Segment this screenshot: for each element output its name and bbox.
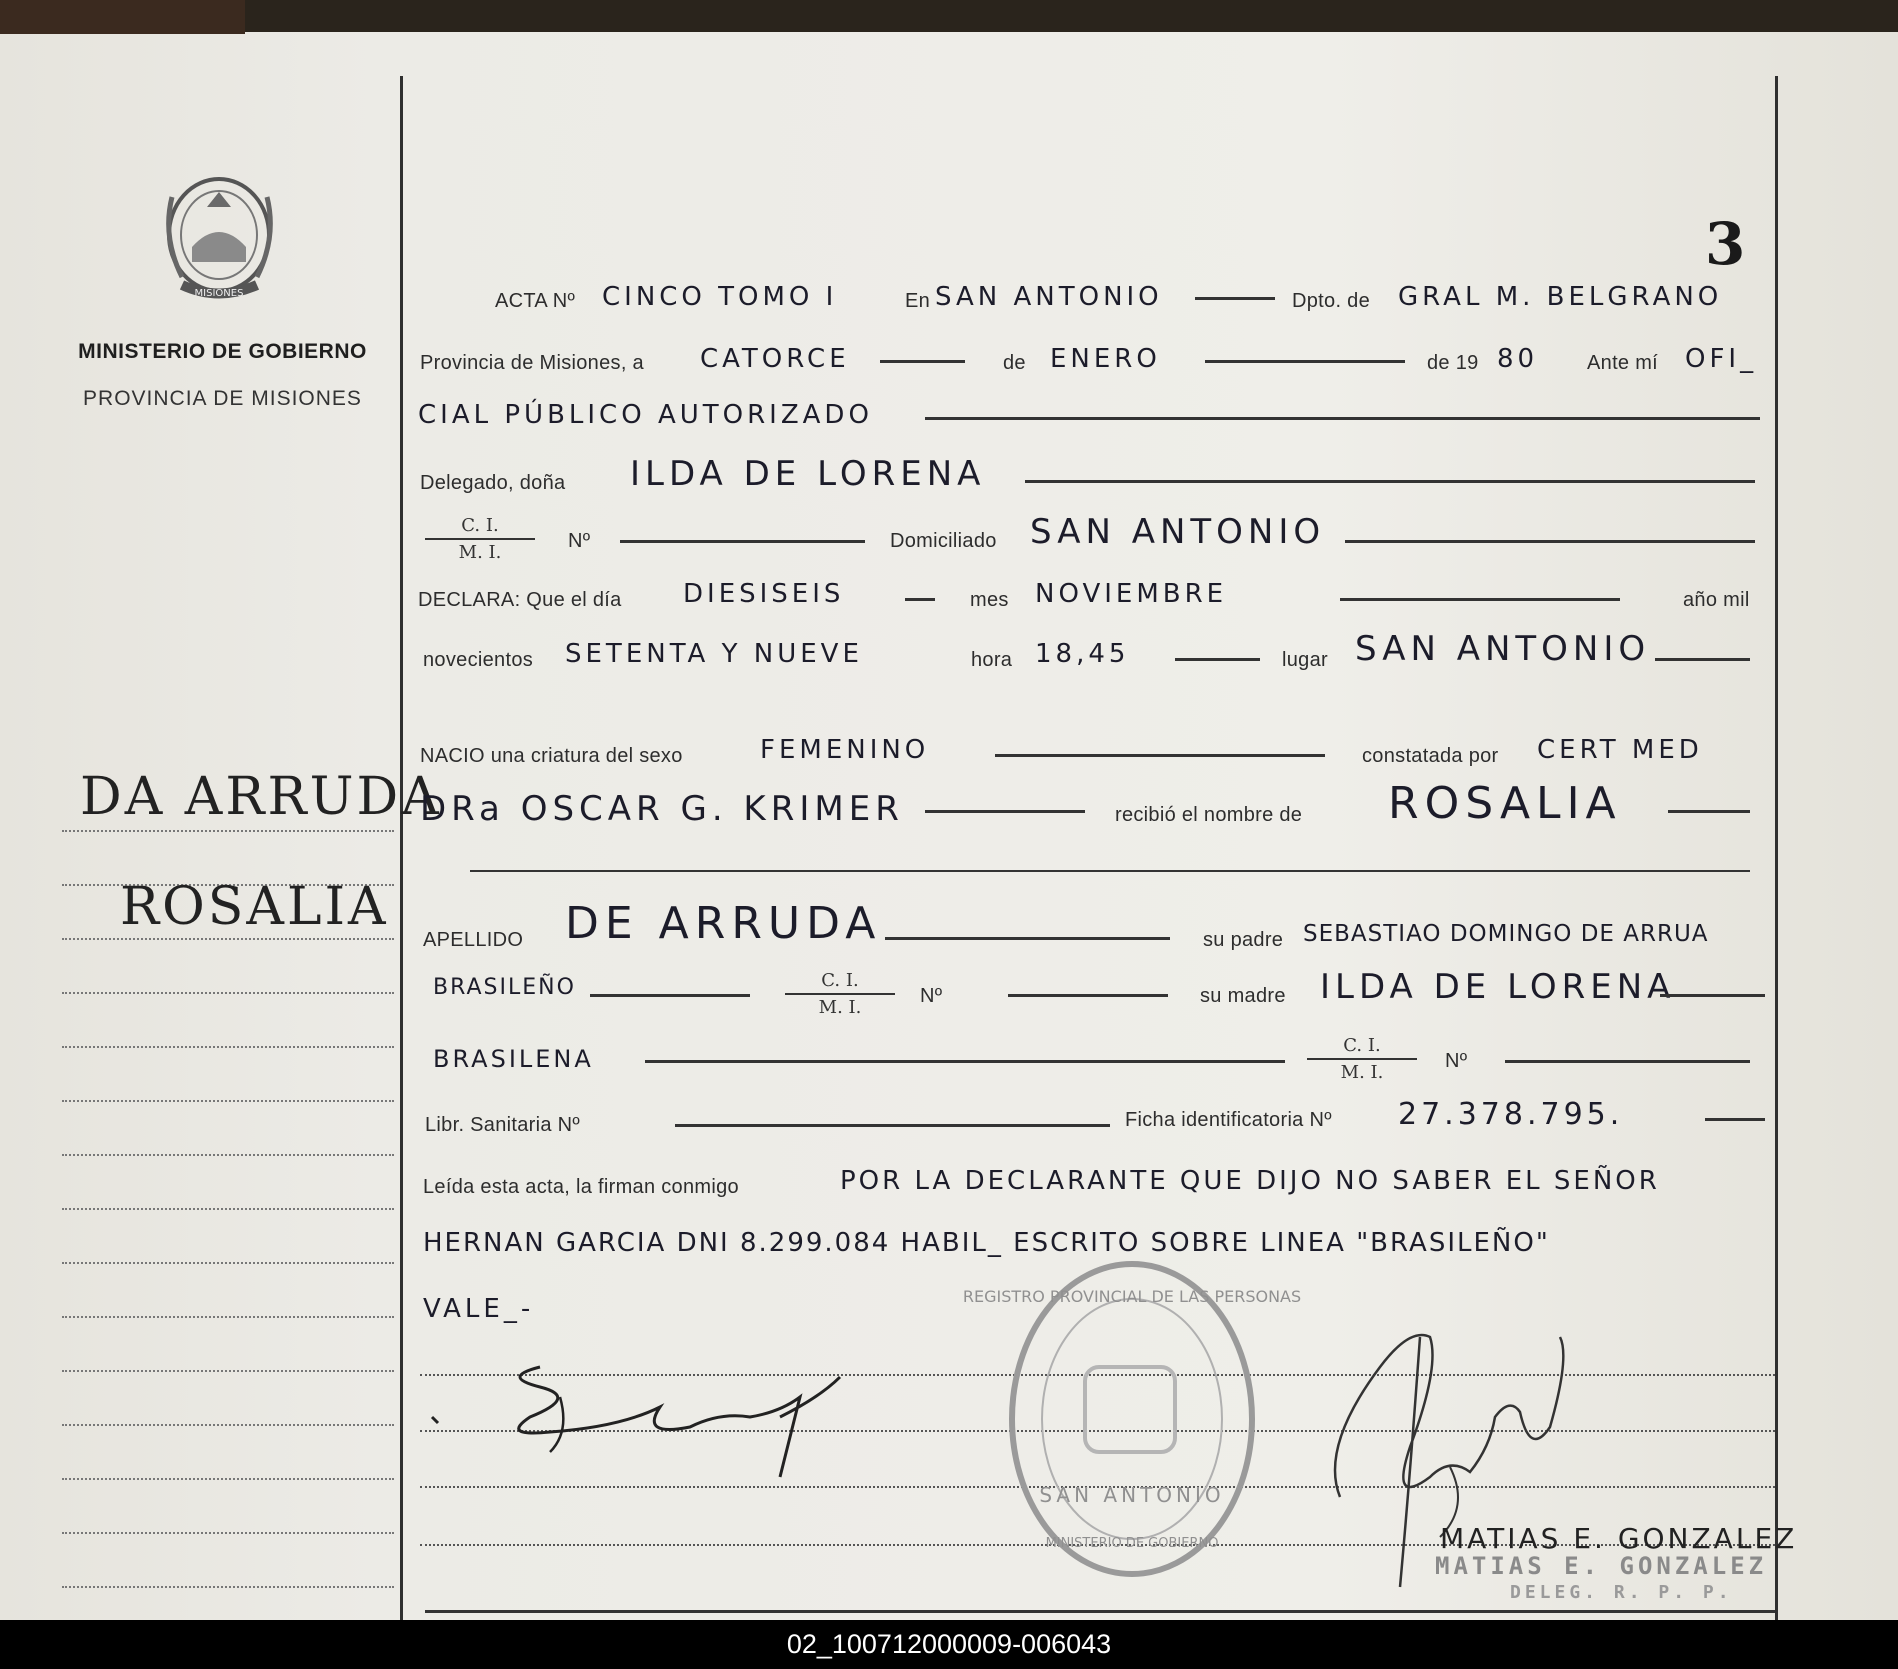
leida-value-2: HERNAN GARCIA DNI 8.299.084 HABIL_ ESCRITO SOBRE LINEA "BRASILEÑO" xyxy=(423,1228,1550,1258)
lugar-value: SAN ANTONIO xyxy=(1355,629,1651,669)
ante-label: Ante mí xyxy=(1587,352,1659,374)
svg-text:SAN ANTONIO: SAN ANTONIO xyxy=(1039,1483,1225,1507)
nombre-value: ROSALIA xyxy=(1388,778,1622,829)
madre-nac-value: BRASILENA xyxy=(433,1045,594,1073)
margin-line xyxy=(62,1100,394,1102)
day-value: CATORCE xyxy=(700,344,850,374)
lugar-label: lugar xyxy=(1282,649,1328,671)
recibio-label: recibió el nombre de xyxy=(1115,804,1303,826)
right-rule xyxy=(1775,76,1778,1652)
fill-dash xyxy=(995,754,1325,757)
de-label: de xyxy=(1003,352,1026,374)
margin-line xyxy=(62,1154,394,1156)
fill-dash xyxy=(1668,810,1750,813)
fill-dash xyxy=(1655,658,1750,661)
margin-line xyxy=(62,1424,394,1426)
ficha-value: 27.378.795. xyxy=(1398,1097,1624,1132)
ficha-label: Ficha identificatoria Nº xyxy=(1125,1109,1332,1131)
ci-mi-fraction: $\frac{C. I.}{M. I.}$ xyxy=(785,970,895,1018)
madre-label: su madre xyxy=(1200,985,1286,1007)
novecientos-label: novecientos xyxy=(423,649,534,671)
margin-given-name: ROSALIA xyxy=(120,877,389,937)
fill-dash xyxy=(645,1060,1285,1063)
page-number: 3 xyxy=(1705,210,1746,278)
domiciliado-label: Domiciliado xyxy=(890,530,997,552)
fill-dash xyxy=(1025,480,1755,483)
fill-dash xyxy=(925,810,1085,813)
apellido-label: APELLIDO xyxy=(423,929,524,951)
fill-dash xyxy=(1505,1060,1750,1063)
anio-label: año mil xyxy=(1683,589,1750,611)
delegado-value: ILDA DE LORENA xyxy=(630,454,986,494)
fill-dash xyxy=(1660,994,1765,997)
padre-nac-value: BRASILEÑO xyxy=(433,975,576,1000)
officer-stamped-name: MATIAS E. GONZALEZ xyxy=(1435,1552,1768,1580)
margin-line xyxy=(62,1316,394,1318)
margin-line xyxy=(62,992,394,994)
province-heading: PROVINCIA DE MISIONES xyxy=(83,387,362,410)
margin-line xyxy=(62,1262,394,1264)
declarant-signature xyxy=(420,1357,880,1487)
padre-value: SEBASTIAO DOMINGO DE ARRUA xyxy=(1303,921,1709,947)
fill-dash xyxy=(1705,1118,1765,1121)
book-corner xyxy=(0,0,245,34)
year-value: 80 xyxy=(1497,344,1539,374)
ci-mi-fraction: $\frac{C. I.}{M. I.}$ xyxy=(1307,1035,1417,1083)
birth-day-value: DIESISEIS xyxy=(683,579,845,609)
fill-dash xyxy=(885,937,1170,940)
no-label: Nº xyxy=(920,985,943,1007)
domiciliado-value: SAN ANTONIO xyxy=(1030,512,1326,552)
margin-rule xyxy=(400,76,403,1652)
separator-line xyxy=(470,870,1750,872)
birth-year-value: SETENTA Y NUEVE xyxy=(565,639,863,669)
svg-text:MISIONES: MISIONES xyxy=(194,288,244,299)
fill-dash xyxy=(905,598,935,601)
mes-label: mes xyxy=(970,589,1009,611)
en-value: SAN ANTONIO xyxy=(935,282,1163,312)
declara-label: DECLARA: Que el día xyxy=(418,589,622,611)
fill-dash xyxy=(1345,540,1755,543)
svg-text:MINISTERIO DE GOBIERNO: MINISTERIO DE GOBIERNO xyxy=(1045,1536,1219,1551)
margin-line xyxy=(62,938,394,940)
svg-text:REGISTRO PROVINCIAL DE LAS PER: REGISTRO PROVINCIAL DE LAS PERSONAS xyxy=(962,1287,1302,1306)
leida-label: Leída esta acta, la firman conmigo xyxy=(423,1176,739,1198)
fill-dash xyxy=(1008,994,1168,997)
ante-value-2: CIAL PÚBLICO AUTORIZADO xyxy=(418,400,873,430)
sexo-value: FEMENINO xyxy=(760,735,930,765)
ante-value-1: OFI_ xyxy=(1685,344,1758,374)
constatada-value-1: CERT MED xyxy=(1537,735,1703,765)
bottom-rule xyxy=(425,1610,1775,1613)
register-page xyxy=(0,32,1898,1620)
officer-stamped-title: DELEG. R. P. P. xyxy=(1510,1582,1733,1603)
fill-dash xyxy=(1205,360,1405,363)
dpto-value: GRAL M. BELGRANO xyxy=(1398,282,1723,312)
birth-month-value: NOVIEMBRE xyxy=(1035,579,1228,609)
fill-dash xyxy=(880,360,965,363)
acta-label: ACTA Nº xyxy=(495,290,576,312)
constatada-label: constatada por xyxy=(1362,745,1499,767)
fill-dash xyxy=(675,1124,1110,1127)
acta-value: CINCO TOMO I xyxy=(602,282,838,312)
margin-line xyxy=(62,1370,394,1372)
margin-line xyxy=(62,830,394,832)
fill-dash xyxy=(590,994,750,997)
margin-line xyxy=(62,1478,394,1480)
margin-line xyxy=(62,1208,394,1210)
provincia-label: Provincia de Misiones, a xyxy=(420,352,644,374)
leida-value-1: POR LA DECLARANTE QUE DIJO NO SABER EL SEÑOR xyxy=(840,1166,1660,1196)
en-label: En xyxy=(905,290,931,312)
margin-line xyxy=(62,1046,394,1048)
margin-line xyxy=(62,1586,394,1588)
apellido-value: DE ARRUDA xyxy=(565,898,882,949)
madre-value: ILDA DE LORENA xyxy=(1320,967,1676,1007)
leida-value-3: VALE_- xyxy=(423,1294,535,1324)
de19-label: de 19 xyxy=(1427,352,1479,374)
no-label: Nº xyxy=(568,530,591,552)
document-id-footer: 02_100712000009-006043 xyxy=(0,1620,1898,1669)
padre-label: su padre xyxy=(1203,929,1284,951)
fill-dash xyxy=(925,417,1760,420)
no-label: Nº xyxy=(1445,1050,1468,1072)
fill-dash xyxy=(1175,658,1260,661)
hora-label: hora xyxy=(971,649,1013,671)
registry-stamp xyxy=(962,1257,1302,1582)
delegado-label: Delegado, doña xyxy=(420,472,566,494)
libr-label: Libr. Sanitaria Nº xyxy=(425,1114,580,1136)
fill-dash xyxy=(620,540,865,543)
month-value: ENERO xyxy=(1050,344,1161,374)
margin-surname: DA ARRUDA xyxy=(80,767,442,827)
province-seal-icon xyxy=(152,167,287,307)
ci-mi-fraction: $\frac{C. I.}{M. I.}$ xyxy=(425,515,535,563)
officer-handwritten-name: MATIAS E. GONZALEZ xyxy=(1440,1522,1798,1555)
nacio-label: NACIO una criatura del sexo xyxy=(420,745,683,767)
margin-line xyxy=(62,1532,394,1534)
fill-dash xyxy=(1195,297,1275,300)
constatada-value-2: DRa OSCAR G. KRIMER xyxy=(420,789,904,829)
hora-value: 18,45 xyxy=(1035,639,1130,669)
fill-dash xyxy=(1340,598,1620,601)
ministry-heading: MINISTERIO DE GOBIERNO xyxy=(78,340,367,363)
dpto-label: Dpto. de xyxy=(1292,290,1371,312)
